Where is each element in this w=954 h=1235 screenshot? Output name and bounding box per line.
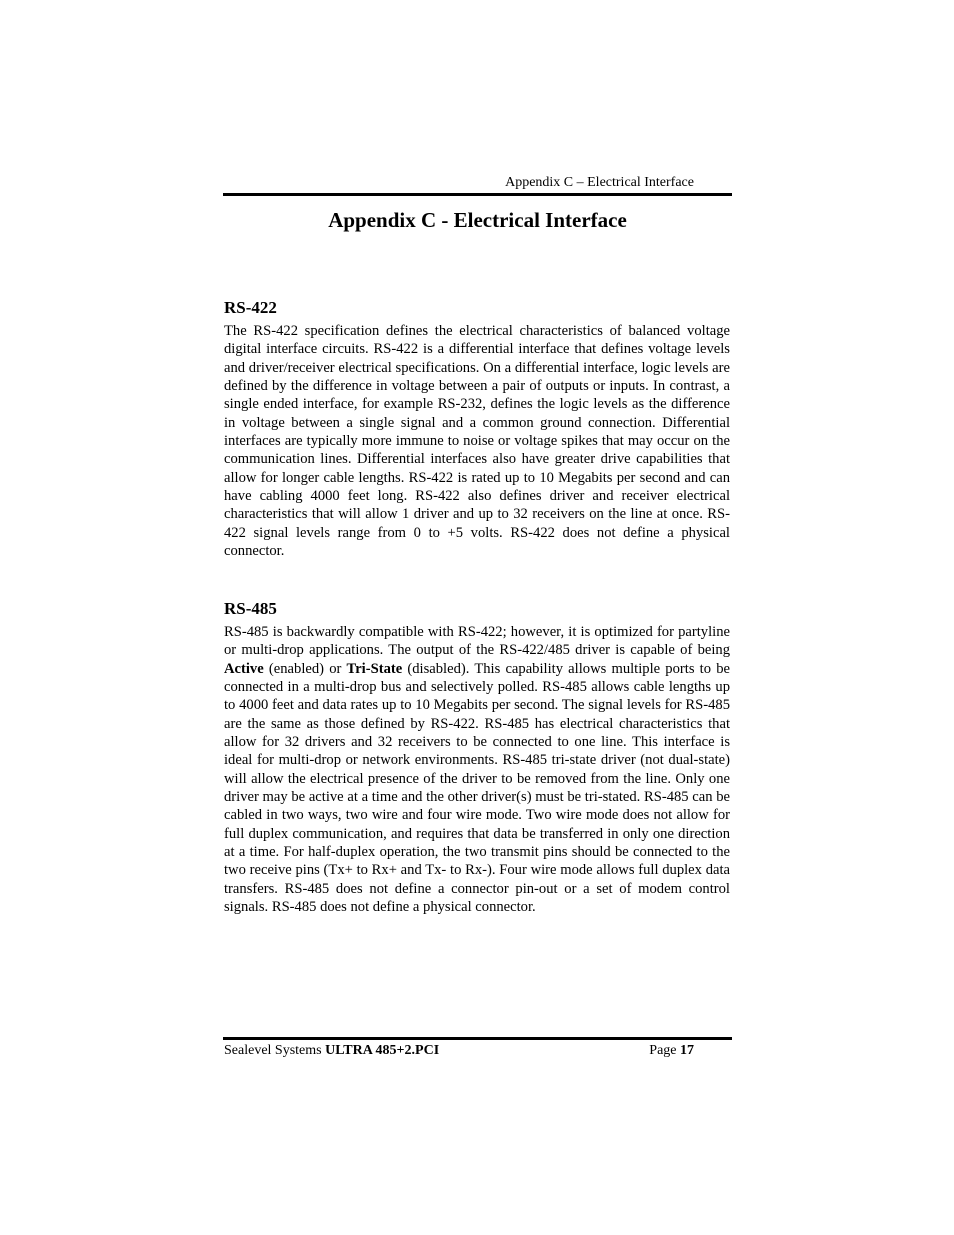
- header-rule: [223, 193, 732, 196]
- term-active: Active: [224, 660, 264, 677]
- term-tristate: Tri-State: [346, 660, 403, 677]
- body-text-part1: RS-485 is backwardly compatible with RS-422; however, it is optimized for partyline or multi-drop applications. The output of the RS-422/485 driver is capable of being: [224, 624, 730, 659]
- footer-product-line: [224, 1042, 439, 1060]
- footer-rule: [223, 1037, 732, 1040]
- section-heading-rs422: RS-422: [224, 298, 277, 317]
- section-body-rs485: [224, 623, 730, 917]
- footer-page-label: Page: [649, 1043, 677, 1058]
- footer-company: Sealevel Systems: [224, 1043, 322, 1058]
- document-page: [223, 0, 732, 1235]
- body-text-part3: (disabled). This capability allows multiple ports to be connected in a multi-drop bus and selectively polled. RS-485 allows cable lengths up to 4000 feet and data rates up to 10 Megabits per second. The signal levels for RS-485 are the same as those defined by RS-422. RS-485 has electrical characteristics that allow for 32 drivers and 32 receivers to be connected to one line. This interface is ideal for multi-drop or network environments. RS-485 tri-state driver (not dual-state) will allow the electrical presence of the driver to be removed from the line. Only one driver may be active at a time and the other driver(s) must be tri-stated. RS-485 can be cabled in two ways, two wire and four wire mode. Two wire mode does not allow for full duplex communication, and requires that data be transferred in only one direction at a time. For half-duplex operation, the two transmit pins should be connected to the two receive pins (Tx+ to Rx+ and Tx- to Rx-). Four wire mode allows full duplex data transfers. RS-485 does not define a connector pin-out or a set of modem control signals. RS-485 does not define a physical connector.: [224, 660, 731, 916]
- body-text-part2: (enabled) or: [263, 660, 347, 677]
- section-heading-rs485: RS-485: [224, 599, 277, 618]
- footer-page-value: 17: [680, 1043, 694, 1058]
- footer-page-number: [649, 1042, 694, 1060]
- section-rs422: [224, 297, 730, 560]
- section-rs485: [224, 598, 730, 917]
- running-header: Appendix C – Electrical Interface: [505, 175, 694, 190]
- page-title: Appendix C - Electrical Interface: [328, 208, 627, 232]
- footer-product: ULTRA 485+2.PCI: [325, 1043, 440, 1058]
- section-body-rs422: The RS-422 specification defines the electrical characteristics of balanced voltage digital interface circuits. RS-422 is a differential interface that defines voltage levels and driver/receiver electrical specifications. On a differential interface, logic levels are defined by the difference in voltage between a pair of outputs or inputs. In contrast, a single ended interface, for example RS-232, defines the logic levels as the difference in voltage between a single signal and a common ground connection. Differential interfaces are typically more immune to noise or voltage spikes that may occur on the communication lines. Differential interfaces also have greater drive capabilities that allow for longer cable lengths. RS-422 is rated up to 10 Megabits per second and can have cabling 4000 feet long. RS-422 also defines driver and receiver electrical characteristics that will allow 1 driver and up to 32 receivers on the line at once. RS-422 signal levels range from 0 to +5 volts. RS-422 does not define a physical connector.: [224, 323, 730, 560]
